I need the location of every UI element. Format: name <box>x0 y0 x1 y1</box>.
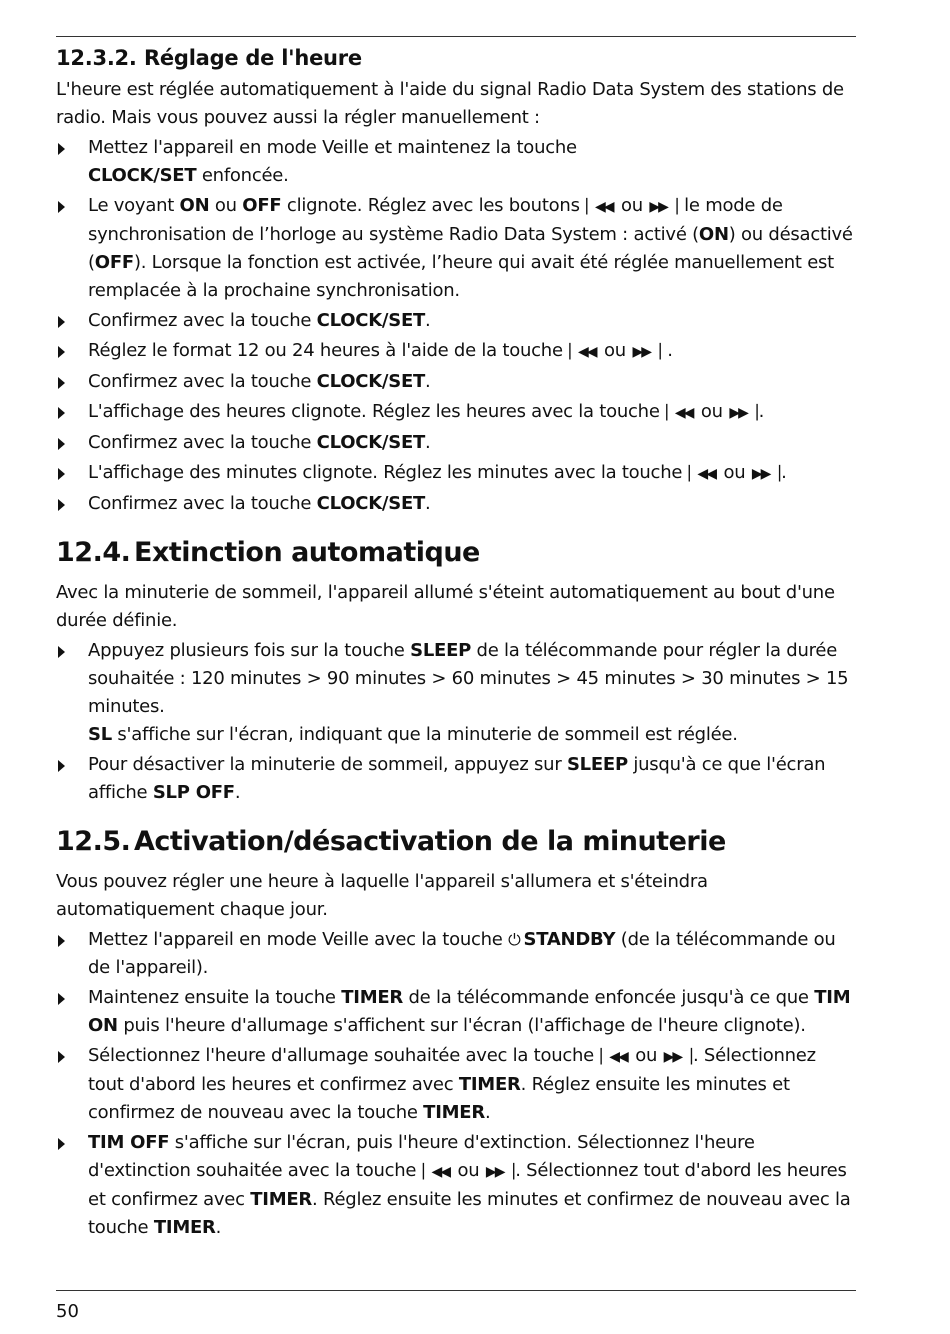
key-label: OFF <box>94 252 134 273</box>
display-label: TIM OFF <box>88 1132 170 1153</box>
instruction-item: Pour désactiver la minuterie de sommeil, appuyez sur SLEEP jusqu'à ce que l'écran affiche SLP OFF. <box>56 751 856 807</box>
section-heading-12-4 <box>56 535 856 571</box>
section-number: 12.4. <box>56 537 131 568</box>
display-label: TIM ON <box>88 987 851 1036</box>
instruction-item: Mettez l'appareil en mode Veille avec la touche ⏻ STANDBY (de la télécommande ou de l'appareil). <box>56 926 856 982</box>
key-label: ON <box>698 224 729 245</box>
skip-forward-icon: ▶▶▕ <box>485 1164 513 1180</box>
skip-back-icon: ▏◀◀ <box>569 344 596 360</box>
bullet-arrow-icon <box>58 646 65 658</box>
key-label: CLOCK/SET <box>316 432 426 453</box>
bullet-arrow-icon <box>58 1051 65 1063</box>
instruction-item: Sélectionnez l'heure d'allumage souhaitée avec la touche ▏◀◀ ou ▶▶▕ . Sélectionnez tout d'abord les heures et confirmez avec TIMER. Réglez ensuite les minutes et confirmez de nouveau avec la touche TIMER. <box>56 1042 856 1127</box>
bullet-arrow-icon <box>58 377 65 389</box>
instruction-item: L'affichage des heures clignote. Réglez les heures avec la touche ▏◀◀ ou ▶▶▕ . <box>56 398 856 427</box>
bullet-arrow-icon <box>58 468 65 480</box>
key-label: CLOCK/SET <box>316 371 426 392</box>
instruction-item: Le voyant ON ou OFF clignote. Réglez avec les boutons ▏◀◀ ou ▶▶▕ le mode de synchronisation de l’horloge au système Radio Data System : activé (ON) ou désactivé (OFF). Lorsque la fonction est activée, l’heure qui avait été réglée manuellement est remplacée à la prochaine synchronisation. <box>56 192 856 305</box>
display-label: SL <box>88 724 112 745</box>
bullet-arrow-icon <box>58 143 65 155</box>
instruction-item: Réglez le format 12 ou 24 heures à l'aide de la touche ▏◀◀ ou ▶▶▕ . <box>56 337 856 366</box>
key-label: CLOCK/SET <box>88 165 197 186</box>
page-number: 50 <box>56 1301 79 1322</box>
key-label: TIMER <box>458 1074 521 1095</box>
bullet-arrow-icon <box>58 346 65 358</box>
key-label: TIMER <box>423 1102 485 1123</box>
section-title: Réglage de l'heure <box>144 46 362 70</box>
bullet-arrow-icon <box>58 201 65 213</box>
bullet-arrow-icon <box>58 935 65 947</box>
key-label: ON <box>179 195 210 216</box>
skip-forward-icon: ▶▶▕ <box>649 199 676 215</box>
key-label: TIMER <box>153 1217 216 1238</box>
bullet-arrow-icon <box>58 499 65 511</box>
instruction-list <box>56 926 856 1242</box>
key-label: TIMER <box>341 987 404 1008</box>
skip-back-icon: ▏◀◀ <box>666 405 693 421</box>
skip-back-icon: ▏◀◀ <box>688 466 715 482</box>
skip-forward-icon: ▶▶▕ <box>751 466 779 482</box>
key-label: CLOCK/SET <box>316 310 426 331</box>
section-title: Activation/désactivation de la minuterie <box>134 826 726 857</box>
section-intro: L'heure est réglée automatiquement à l'aide du signal Radio Data System des stations de radio. Mais vous pouvez aussi la régler manuellement : <box>56 79 844 128</box>
bullet-arrow-icon <box>58 438 65 450</box>
skip-back-icon: ▏◀◀ <box>586 199 613 215</box>
section-intro: Avec la minuterie de sommeil, l'appareil allumé s'éteint automatiquement au bout d'une durée définie. <box>56 582 835 631</box>
instruction-item: Confirmez avec la touche CLOCK/SET. <box>56 490 856 518</box>
instruction-item: TIM OFF s'affiche sur l'écran, puis l'heure d'extinction. Sélectionnez l'heure d'extinction souhaitée avec la touche ▏◀◀ ou ▶▶▕ . Sélectionnez tout d'abord les heures et confirmez avec TIMER. Réglez ensuite les minutes et confirmez de nouveau avec la touche TIMER. <box>56 1129 856 1242</box>
key-label: STANDBY <box>523 929 616 950</box>
key-label: SLEEP <box>410 640 472 661</box>
skip-back-icon: ▏◀◀ <box>600 1049 627 1065</box>
bullet-arrow-icon <box>58 993 65 1005</box>
instruction-item: Confirmez avec la touche CLOCK/SET. <box>56 368 856 396</box>
skip-forward-icon: ▶▶▕ <box>663 1049 690 1065</box>
display-note: SL s'affiche sur l'écran, indiquant que la minuterie de sommeil est réglée. <box>88 724 738 745</box>
section-intro: Vous pouvez régler une heure à laquelle l'appareil s'allumera et s'éteindra automatiquement chaque jour. <box>56 871 708 920</box>
bottom-rule <box>56 1290 856 1291</box>
key-label: SLEEP <box>566 754 628 775</box>
bullet-arrow-icon <box>58 407 65 419</box>
skip-back-icon: ▏◀◀ <box>422 1164 450 1180</box>
document-body <box>56 43 856 1242</box>
instruction-list <box>56 637 856 807</box>
instruction-item: Mettez l'appareil en mode Veille et maintenez la touche CLOCK/SET enfoncée. <box>56 134 856 190</box>
section-heading-12-3-2 <box>56 43 856 73</box>
key-label: TIMER <box>250 1189 313 1210</box>
section-title: Extinction automatique <box>134 537 480 568</box>
key-label: CLOCK/SET <box>316 493 426 514</box>
section-heading-12-5 <box>56 824 856 860</box>
section-number: 12.5. <box>56 826 131 857</box>
top-rule <box>56 36 856 37</box>
instruction-item: Maintenez ensuite la touche TIMER de la télécommande enfoncée jusqu'à ce que TIM ON puis l'heure d'allumage s'affichent sur l'écran (l'affichage de l'heure clignote). <box>56 984 856 1040</box>
instruction-item: Confirmez avec la touche CLOCK/SET. <box>56 307 856 335</box>
bullet-arrow-icon <box>58 1138 65 1150</box>
instruction-item: Appuyez plusieurs fois sur la touche SLEEP de la télécommande pour régler la durée souhaitée : 120 minutes > 90 minutes > 60 minutes > 45 minutes > 30 minutes > 15 minutes. SL s'affiche sur l'écran, indiquant que la minuterie de sommeil est réglée. <box>56 637 856 749</box>
section-number: 12.3.2. <box>56 46 137 70</box>
bullet-arrow-icon <box>58 760 65 772</box>
instruction-item: Confirmez avec la touche CLOCK/SET. <box>56 429 856 457</box>
key-label: OFF <box>242 195 282 216</box>
instruction-list <box>56 134 856 518</box>
power-icon: ⏻ <box>508 930 521 949</box>
instruction-item: L'affichage des minutes clignote. Réglez les minutes avec la touche ▏◀◀ ou ▶▶▕ . <box>56 459 856 488</box>
display-label: SLP OFF <box>152 782 235 803</box>
skip-forward-icon: ▶▶▕ <box>632 344 659 360</box>
skip-forward-icon: ▶▶▕ <box>729 405 756 421</box>
bullet-arrow-icon <box>58 316 65 328</box>
